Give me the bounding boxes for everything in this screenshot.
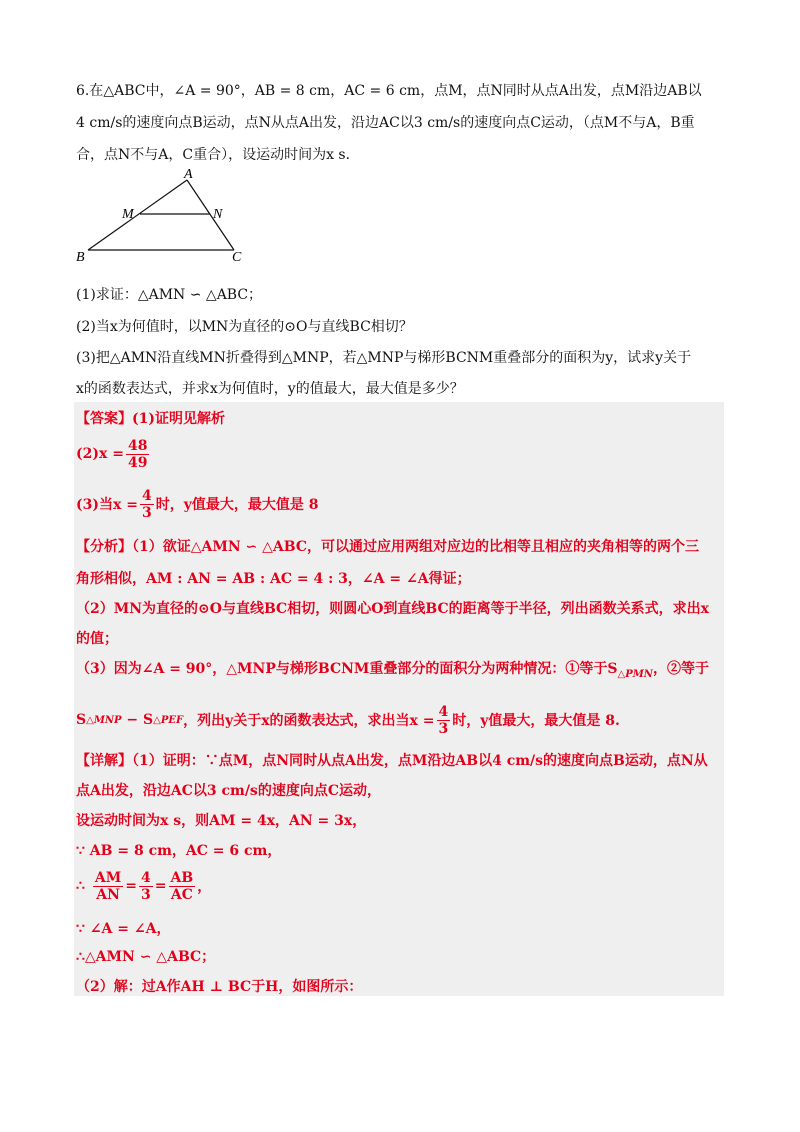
fraction-4-3-den: 3: [141, 886, 151, 903]
analysis-p3-sub1: △PMN: [617, 669, 653, 680]
detail-d2-line1: （2）解：过A作AH ⊥ BC于H，如图所示：: [76, 979, 363, 995]
detail-d1-line3: 设运动时间为x s，则AM = 4x，AN = 3x，: [76, 813, 367, 829]
answer-1: (1)证明见解析: [132, 411, 225, 427]
question-2: (2)当x为何值时，以MN为直径的⊙O与直线BC相切？: [76, 319, 413, 335]
question-3-line-1: (3)把△AMN沿直线MN折叠得到△MNP，若△MNP与梯形BCNM重叠部分的面积为y，试求y关于: [76, 350, 692, 366]
answer-3-numerator: 4: [141, 487, 152, 504]
analysis-p3-numerator: 4: [438, 703, 449, 720]
answer-2-denominator: 49: [127, 454, 148, 471]
side-ab: [88, 180, 187, 250]
detail-line-1: [76, 750, 726, 770]
detail-d1-line4: ∵ AB = 8 cm，AC = 6 cm，: [76, 843, 282, 859]
answer-line-2: [76, 436, 726, 472]
answer-line-1: [76, 408, 726, 428]
label-a: A: [184, 167, 193, 182]
triangle-figure: [74, 164, 254, 268]
fraction-am-an-den: AN: [96, 886, 120, 903]
problem-text-1: 在△ABC中，∠A = 90°，AB = 8 cm，AC = 6 cm，点M，点N同时从点A出发，点M沿边AB以: [89, 83, 702, 99]
fraction-ab-ac-num: AB: [170, 869, 194, 886]
detail-d1-line5: [76, 866, 726, 906]
analysis-p1-line2: 角形相似，AM : AN = AB : AC = 4 : 3，∠A = ∠A得证；: [76, 571, 471, 587]
analysis-p1-line1: （1）欲证△AMN ∽ △ABC，可以通过应用两组对应边的比相等且相应的夹角相等的两个三: [132, 539, 700, 555]
answer-line-3: [76, 486, 726, 522]
analysis-p3-minus: − S: [121, 712, 154, 728]
analysis-p3-fraction: [437, 704, 451, 737]
analysis-p3-sub2: △MNP: [86, 714, 122, 726]
answer-3-denominator: 3: [141, 504, 152, 521]
answer-2-numerator: 48: [127, 437, 148, 454]
analysis-p3-text: （3）因为∠A = 90°，△MNP与梯形BCNM重叠部分的面积分为两种情况：①等于S: [76, 661, 618, 677]
analysis-p3-line1: [76, 658, 726, 680]
detail-d1-line1: （1）证明：∵点M，点N同时从点A出发，点M沿边AB以4 cm/s的速度向点B运动，点N从: [132, 753, 708, 769]
analysis-p3-s: S: [76, 712, 87, 728]
question-1: (1)求证：△AMN ∽ △ABC；: [76, 287, 263, 303]
fraction-ab-ac: [169, 870, 196, 903]
answer-3-fraction: [140, 488, 154, 521]
label-m: M: [122, 207, 134, 222]
answer-2-prefix: (2)x =: [76, 446, 124, 462]
analysis-line-1: [76, 536, 726, 556]
problem-line-2: 4 cm/s的速度向点B运动，点N从点A出发，沿边AC以3 cm/s的速度向点C运动，（点M不与A，B重: [76, 115, 695, 131]
side-ac: [187, 180, 234, 250]
analysis-p2-line1: （2）MN为直径的⊙O与直线BC相切，则圆心O到直线BC的距离等于半径，列出函数关系式，求出x: [76, 601, 709, 617]
detail-d1-line6: ∵ ∠A = ∠A，: [76, 921, 171, 937]
analysis-p3-line2: [76, 702, 726, 738]
answer-2-fraction: [126, 438, 149, 471]
detail-therefore: ∴: [76, 878, 85, 894]
analysis-p2-line2: 的值；: [76, 631, 118, 647]
detail-d1-line2: 点A出发，沿边AC以3 cm/s的速度向点C运动，: [76, 783, 381, 799]
problem-number: 6.: [76, 83, 90, 99]
detail-d1-line7: ∴△AMN ∽ △ABC；: [76, 949, 216, 965]
analysis-p3-sub3: △PEF: [153, 714, 184, 726]
fraction-4-3-num: 4: [141, 869, 151, 886]
equals-1: =: [125, 878, 138, 894]
fraction-ab-ac-den: AC: [170, 886, 193, 903]
fraction-am-an: [93, 870, 123, 903]
analysis-tag: 【分析】: [76, 539, 132, 555]
answer-3-suffix: 时，y值最大，最大值是 8: [155, 497, 319, 513]
analysis-p3-denominator: 3: [438, 720, 449, 737]
detail-d1-line5-suffix: ，: [197, 879, 212, 895]
question-3-line-2: x的函数表达式，并求x为何值时，y的值最大，最大值是多少？: [76, 381, 464, 397]
equals-2: =: [154, 878, 167, 894]
label-n: N: [213, 207, 223, 222]
answer-tag: 【答案】: [76, 411, 132, 427]
detail-tag: 【详解】: [76, 753, 132, 769]
label-b: B: [76, 250, 85, 265]
analysis-p3-mid: ，列出y关于x的函数表达式，求出当x =: [183, 713, 435, 729]
answer-3-prefix: (3)当x =: [76, 497, 138, 513]
analysis-p3-end: ，②等于: [652, 661, 709, 677]
label-c: C: [232, 250, 242, 265]
fraction-am-an-num: AM: [94, 869, 122, 886]
fraction-4-3: [139, 870, 153, 903]
problem-line-1: [76, 80, 726, 100]
analysis-p3-tail: 时，y值最大，最大值是 8.: [452, 713, 620, 729]
problem-line-3: 合，点N不与A，C重合），设运动时间为x s．: [76, 147, 360, 163]
